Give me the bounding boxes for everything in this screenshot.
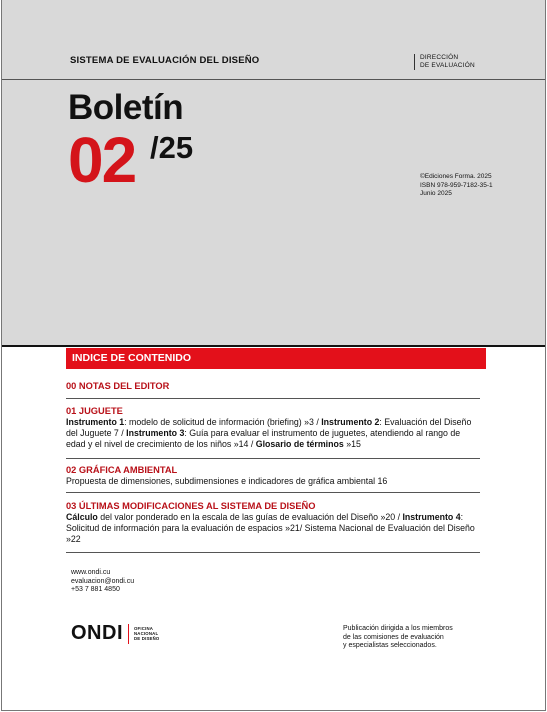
toc-entry-label: Instrumento 1	[66, 417, 125, 427]
email-link[interactable]: evaluacion@ondi.cu	[71, 577, 135, 585]
audience-line: de las comisiones de evaluación	[343, 633, 444, 641]
toc-section-01	[66, 406, 480, 450]
toc-section-body	[66, 476, 480, 487]
logo-subtitle-line: DE DISEÑO	[134, 636, 160, 642]
logo-wordmark: ONDI	[71, 622, 123, 644]
ondi-logo	[71, 622, 159, 645]
department-line-1: DIRECCIÓN	[420, 54, 459, 61]
department-line-2: DE EVALUACIÓN	[420, 62, 475, 69]
toc-section-02	[66, 465, 480, 487]
section-divider	[66, 398, 480, 399]
toc-entry-text: : Solicitud de información para la evaluación de espacios »21/ Sistema Nacional de Evaluación del Diseño »22	[66, 512, 475, 544]
credit-line: Junio 2025	[420, 190, 452, 197]
toc-entry-text: : Evaluación del Diseño del Juguete 7 /	[66, 417, 472, 438]
section-divider	[66, 552, 480, 553]
credit-line: ©Ediciones Forma. 2025	[420, 173, 492, 180]
logo-divider	[128, 624, 129, 644]
toc-entry-text: »15	[343, 439, 361, 449]
system-title: SISTEMA DE EVALUACIÓN DEL DISEÑO	[70, 55, 260, 66]
contact-info	[71, 569, 134, 595]
toc-entry-label: Cálculo	[66, 512, 98, 522]
toc-section-title: 02 GRÁFICA AMBIENTAL	[66, 465, 178, 475]
toc-section-title: 01 JUGUETE	[66, 406, 123, 416]
credit-line: ISBN 978-959-7182-35-1	[420, 181, 493, 189]
issue-number: 02	[68, 124, 136, 196]
audience-line: Publicación dirigida a los miembros	[343, 625, 453, 632]
document-page	[1, 0, 546, 711]
audience-note	[343, 625, 453, 651]
toc-section-03	[66, 501, 480, 545]
logo-subtitle-line: NACIONAL	[134, 630, 159, 636]
publication-credits	[420, 173, 493, 199]
toc-entry-text: : modelo de solicitud de información (briefing) »3 /	[124, 417, 322, 427]
department-label	[414, 54, 475, 70]
issue-year: /25	[150, 130, 194, 165]
bulletin-title: Boletín	[68, 88, 184, 127]
logo-subtitle-line: OFICINA	[134, 625, 154, 631]
toc-entry-text: del valor ponderado en la escala de las guías de evaluación del Diseño »20 /	[97, 512, 403, 522]
toc-section-title: 00 NOTAS DEL EDITOR	[66, 381, 170, 391]
section-divider	[66, 458, 480, 459]
toc-section-00	[66, 381, 480, 392]
issue-number-block	[68, 124, 194, 196]
phone-number: +53 7 881 4850	[71, 586, 120, 593]
toc-section-body	[66, 512, 480, 545]
audience-line: y especialistas seleccionados.	[343, 642, 437, 650]
toc-entry-label: Instrumento 4	[402, 512, 461, 522]
website-link[interactable]: www.ondi.cu	[71, 569, 111, 576]
toc-section-title: 03 ÚLTIMAS MODIFICACIONES AL SISTEMA DE DISEÑO	[66, 501, 316, 511]
toc-entry-label: Glosario de términos	[255, 439, 344, 449]
toc-entry-text: Propuesta de dimensiones, subdimensiones e indicadores de gráfica ambiental 16	[66, 476, 388, 486]
toc-heading: INDICE DE CONTENIDO	[66, 348, 486, 369]
section-divider	[66, 492, 480, 493]
toc-section-body	[66, 417, 480, 450]
toc-entry-label: Instrumento 3	[126, 428, 185, 438]
toc-entry-text: : Guía para evaluar el instrumento de juguetes, atendiendo al rango de edad y el nivel de crecimiento de los niños »14 /	[66, 428, 461, 449]
logo-subtitle	[134, 626, 159, 642]
toc-entry-label: Instrumento 2	[321, 417, 380, 427]
